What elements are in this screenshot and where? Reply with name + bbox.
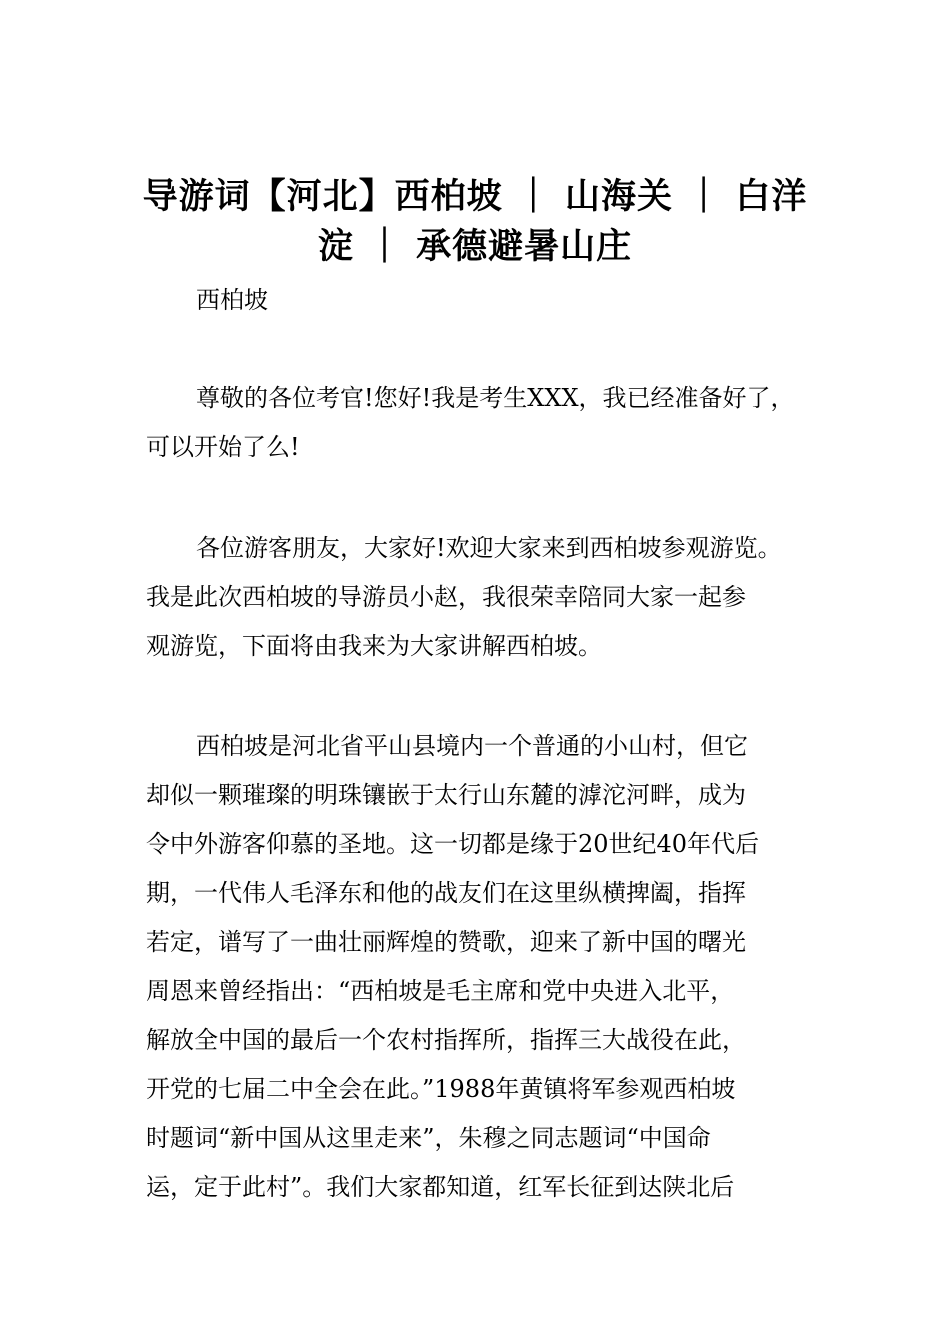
paragraph-line: 尊敬的各位考官!您好!我是考生XXX，我已经准备好了， bbox=[196, 384, 795, 412]
paragraph-line: 却似一颗璀璨的明珠镶嵌于太行山东麓的滹沱河畔，成为 bbox=[146, 781, 746, 809]
paragraph-line: 解放全中国的最后一个农村指挥所，指挥三大战役在此， bbox=[146, 1026, 746, 1054]
document-title: 导游词【河北】西柏坡 ｜ 山海关 ｜ 白洋淀 ｜ 承德避暑山庄 bbox=[142, 177, 808, 267]
section-heading: 西柏坡 bbox=[196, 286, 268, 314]
paragraph-line: 时题词“新中国从这里走来”，朱穆之同志题词“中国命 bbox=[146, 1124, 711, 1152]
paragraph-line: 西柏坡是河北省平山县境内一个普通的小山村，但它 bbox=[196, 732, 748, 760]
paragraph-line: 运，定于此村”。我们大家都知道，红军长征到达陕北后 bbox=[146, 1173, 735, 1201]
paragraph-line: 若定，谱写了一曲壮丽辉煌的赞歌，迎来了新中国的曙光 bbox=[146, 928, 746, 956]
paragraph-line: 观游览，下面将由我来为大家讲解西柏坡。 bbox=[146, 632, 602, 660]
paragraph-line: 令中外游客仰慕的圣地。这一切都是缘于20世纪40年代后 bbox=[146, 830, 760, 858]
paragraph-greeting bbox=[146, 374, 795, 472]
paragraph-line: 周恩来曾经指出：“西柏坡是毛主席和党中央进入北平， bbox=[146, 977, 735, 1005]
paragraph-introduction bbox=[146, 722, 759, 1212]
paragraph-line: 我是此次西柏坡的导游员小赵，我很荣幸陪同大家一起参 bbox=[146, 583, 746, 611]
paragraph-line: 期，一代伟人毛泽东和他的战友们在这里纵横捭阖，指挥 bbox=[146, 879, 746, 907]
paragraph-line: 各位游客朋友，大家好!欢迎大家来到西柏坡参观游览。 bbox=[196, 534, 782, 562]
paragraph-line: 可以开始了么! bbox=[146, 433, 300, 461]
paragraph-welcome bbox=[146, 524, 782, 671]
paragraph-line: 开党的七届二中全会在此。”1988年黄镇将军参观西柏坡 bbox=[146, 1075, 736, 1103]
